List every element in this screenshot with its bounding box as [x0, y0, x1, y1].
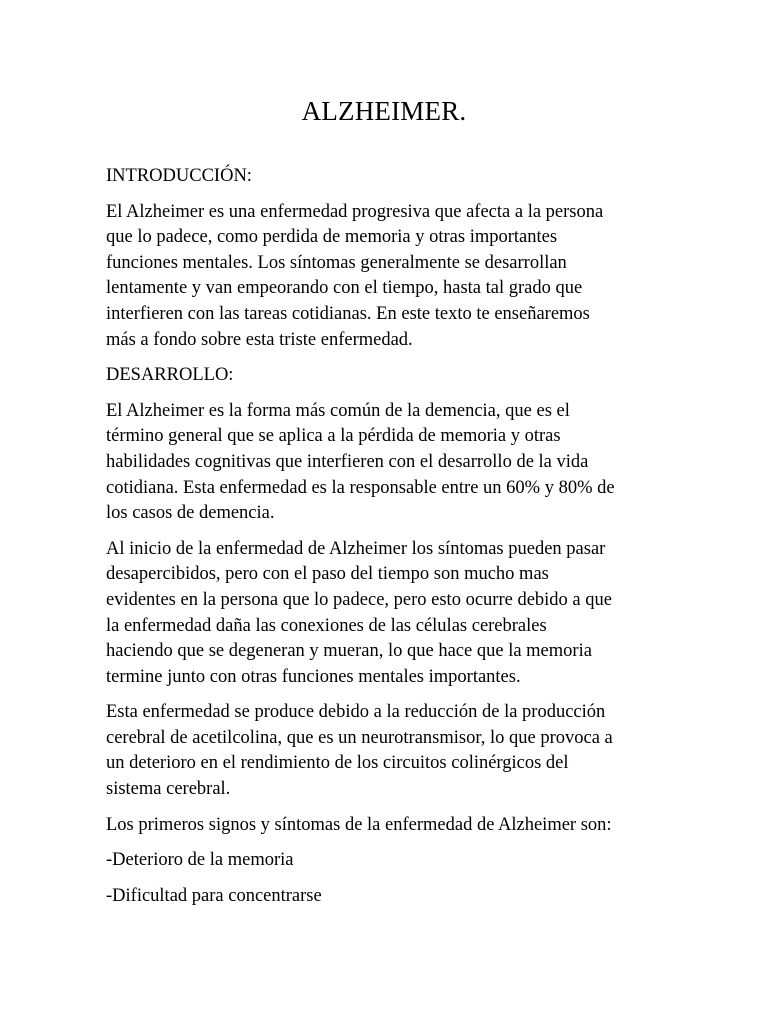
- text-line: un deterioro en el rendimiento de los circuitos colinérgicos del: [106, 753, 569, 774]
- text-line: término general que se aplica a la pérdida de memoria y otras: [106, 426, 561, 447]
- paragraph: [106, 399, 666, 527]
- text-line: DESARROLLO:: [106, 365, 234, 386]
- paragraph: [106, 200, 666, 354]
- paragraph: [106, 700, 666, 802]
- text-line: INTRODUCCIÓN:: [106, 166, 252, 186]
- text-line: termine junto con otras funciones mentales importantes.: [106, 666, 521, 687]
- text-line: lentamente y van empeorando con el tiempo, hasta tal grado que: [106, 278, 583, 299]
- list-item: [106, 848, 666, 874]
- text-line: los casos de demencia.: [106, 503, 275, 524]
- document-body: [106, 164, 666, 919]
- text-line: evidentes en la persona que lo padece, pero esto ocurre debido a que: [106, 589, 612, 610]
- text-line: -Dificultad para concentrarse: [106, 885, 322, 906]
- paragraph: [106, 813, 666, 839]
- text-line: funciones mentales. Los síntomas generalmente se desarrollan: [106, 252, 567, 273]
- text-line: más a fondo sobre esta triste enfermedad.: [106, 329, 413, 350]
- text-line: El Alzheimer es la forma más común de la demencia, que es el: [106, 400, 570, 421]
- text-line: sistema cerebral.: [106, 779, 231, 800]
- section-heading: [106, 363, 666, 389]
- text-line: que lo padece, como perdida de memoria y otras importantes: [106, 227, 558, 248]
- text-line: haciendo que se degeneran y mueran, lo que hace que la memoria: [106, 641, 592, 662]
- section-heading: [106, 164, 666, 190]
- text-line: cerebral de acetilcolina, que es un neurotransmisor, lo que provoca a: [106, 727, 613, 748]
- text-line: Al inicio de la enfermedad de Alzheimer los síntomas pueden pasar: [106, 538, 606, 559]
- text-line: -Deterioro de la memoria: [106, 850, 294, 871]
- text-line: Esta enfermedad se produce debido a la reducción de la producción: [106, 702, 606, 723]
- list-item: [106, 884, 666, 910]
- text-line: interfieren con las tareas cotidianas. En este texto te enseñaremos: [106, 303, 590, 324]
- text-line: desapercibidos, pero con el paso del tiempo son mucho mas: [106, 564, 549, 585]
- text-line: la enfermedad daña las conexiones de las células cerebrales: [106, 615, 547, 636]
- text-line: cotidiana. Esta enfermedad es la responsable entre un 60% y 80% de: [106, 477, 615, 498]
- paragraph: [106, 537, 666, 691]
- page-title: ALZHEIMER.: [301, 96, 467, 126]
- text-line: Los primeros signos y síntomas de la enfermedad de Alzheimer son:: [106, 814, 612, 835]
- text-line: habilidades cognitivas que interfieren con el desarrollo de la vida: [106, 451, 589, 472]
- text-line: El Alzheimer es una enfermedad progresiva que afecta a la persona: [106, 201, 604, 222]
